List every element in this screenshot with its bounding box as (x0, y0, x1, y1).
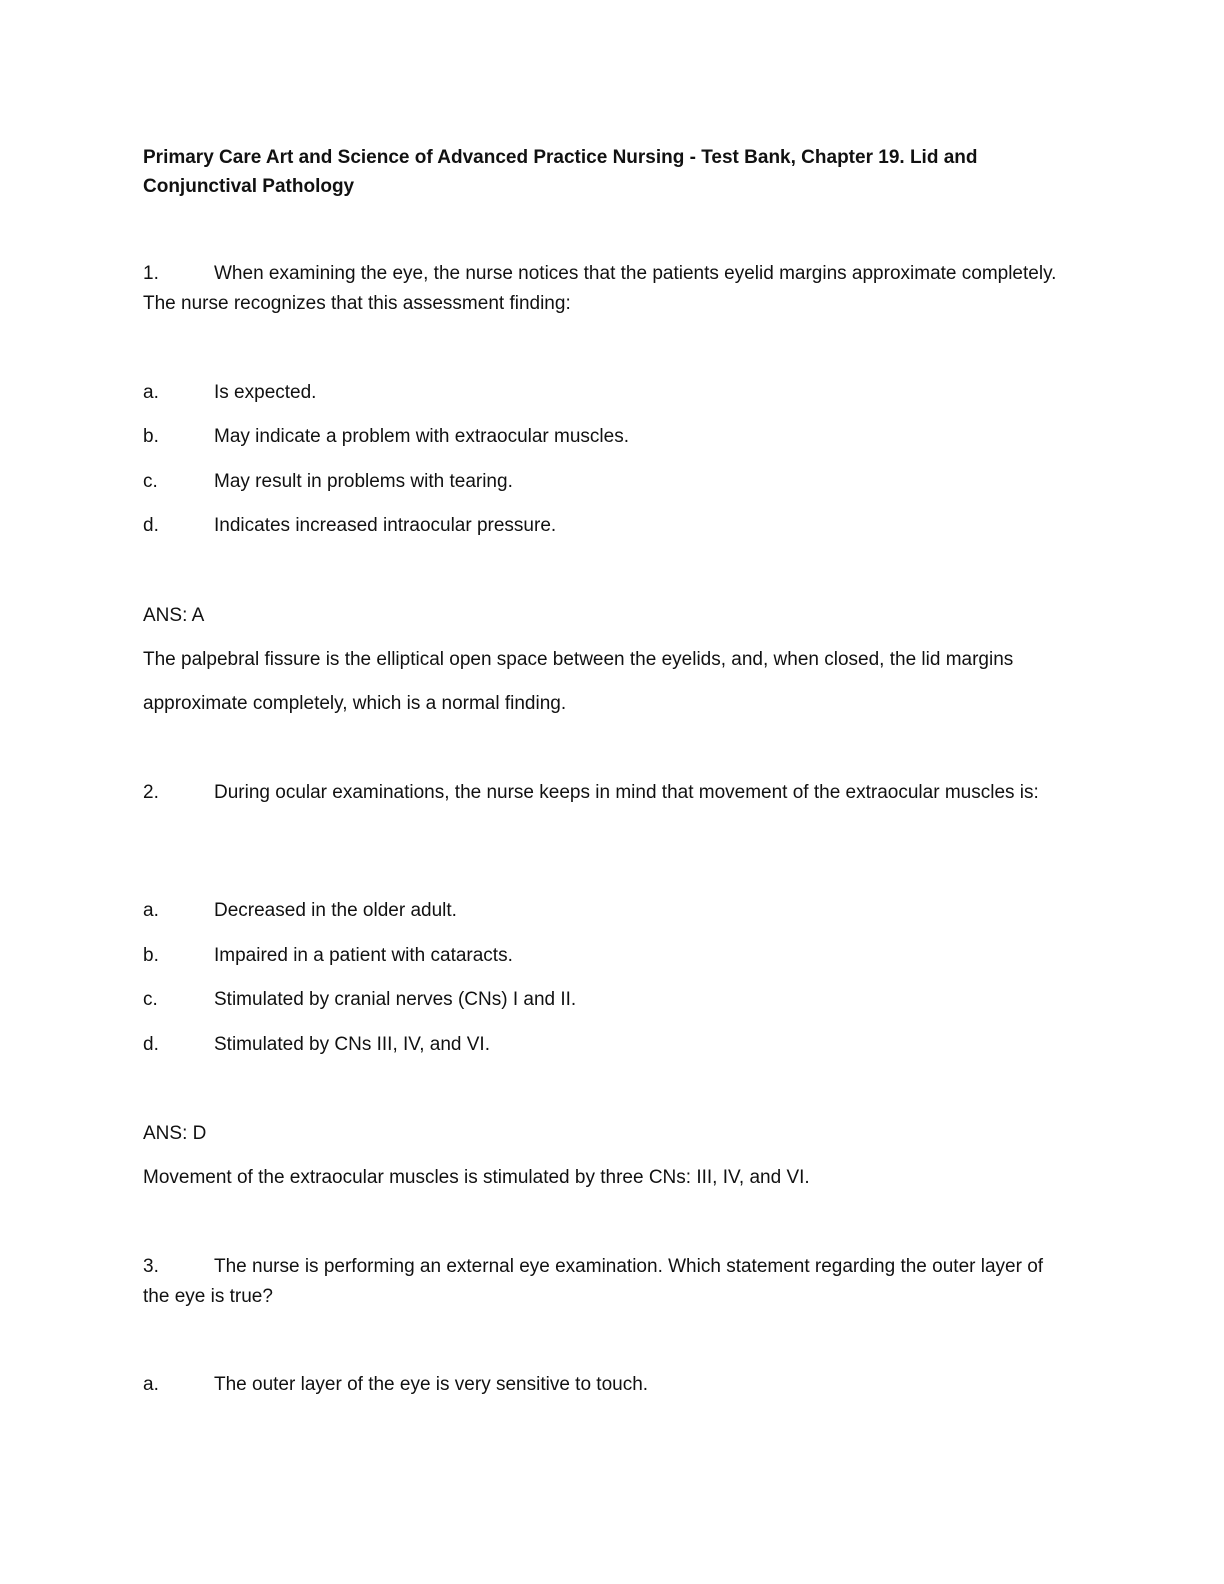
answer-label: ANS: D (143, 1123, 207, 1144)
option-letter: b. (143, 945, 159, 966)
question-number: 1. (143, 263, 159, 284)
option-item (143, 467, 513, 497)
document-title: Primary Care Art and Science of Advanced Practice Nursing - Test Bank, Chapter 19. Lid and Conjunctival Pathology (143, 147, 978, 197)
question-number: 2. (143, 782, 159, 803)
question-3 (143, 1252, 1073, 1312)
option-item (143, 511, 556, 541)
option-text: Indicates increased intraocular pressure. (214, 515, 557, 536)
option-item (143, 896, 457, 926)
option-text: Impaired in a patient with cataracts. (214, 945, 513, 966)
rationale-text: The palpebral fissure is the elliptical open space between the eyelids, and, when closed, the lid margins approximate completely, which is a normal finding. (143, 649, 1014, 714)
answer-label: ANS: A (143, 605, 205, 626)
question-1 (143, 259, 1073, 319)
option-text: Is expected. (214, 382, 317, 403)
rationale-text: Movement of the extraocular muscles is stimulated by three CNs: III, IV, and VI. (143, 1167, 810, 1188)
option-letter: c. (143, 989, 158, 1010)
option-text: Decreased in the older adult. (214, 900, 457, 921)
option-text: May indicate a problem with extraocular muscles. (214, 426, 630, 447)
option-letter: c. (143, 471, 158, 492)
option-item (143, 985, 576, 1015)
option-letter: a. (143, 382, 159, 403)
question-2 (143, 778, 1073, 808)
option-letter: a. (143, 900, 159, 921)
question-stem: The nurse is performing an external eye examination. Which statement regarding the outer layer of the eye is true? (143, 1256, 1044, 1307)
option-item (143, 378, 316, 408)
question-stem: When examining the eye, the nurse notices that the patients eyelid margins approximate completely. The nurse recognizes that this assessment finding: (143, 263, 1057, 314)
question-stem: During ocular examinations, the nurse keeps in mind that movement of the extraocular muscles is: (214, 782, 1039, 803)
option-text: Stimulated by CNs III, IV, and VI. (214, 1034, 490, 1055)
option-text: The outer layer of the eye is very sensitive to touch. (214, 1374, 649, 1395)
question-number: 3. (143, 1256, 159, 1277)
option-text: May result in problems with tearing. (214, 471, 513, 492)
option-item (143, 1370, 648, 1400)
option-text: Stimulated by cranial nerves (CNs) I and II. (214, 989, 577, 1010)
option-letter: a. (143, 1374, 159, 1395)
option-item (143, 941, 513, 971)
option-letter: d. (143, 515, 159, 536)
option-letter: b. (143, 426, 159, 447)
option-item (143, 1030, 490, 1060)
option-letter: d. (143, 1034, 159, 1055)
option-item (143, 422, 629, 452)
